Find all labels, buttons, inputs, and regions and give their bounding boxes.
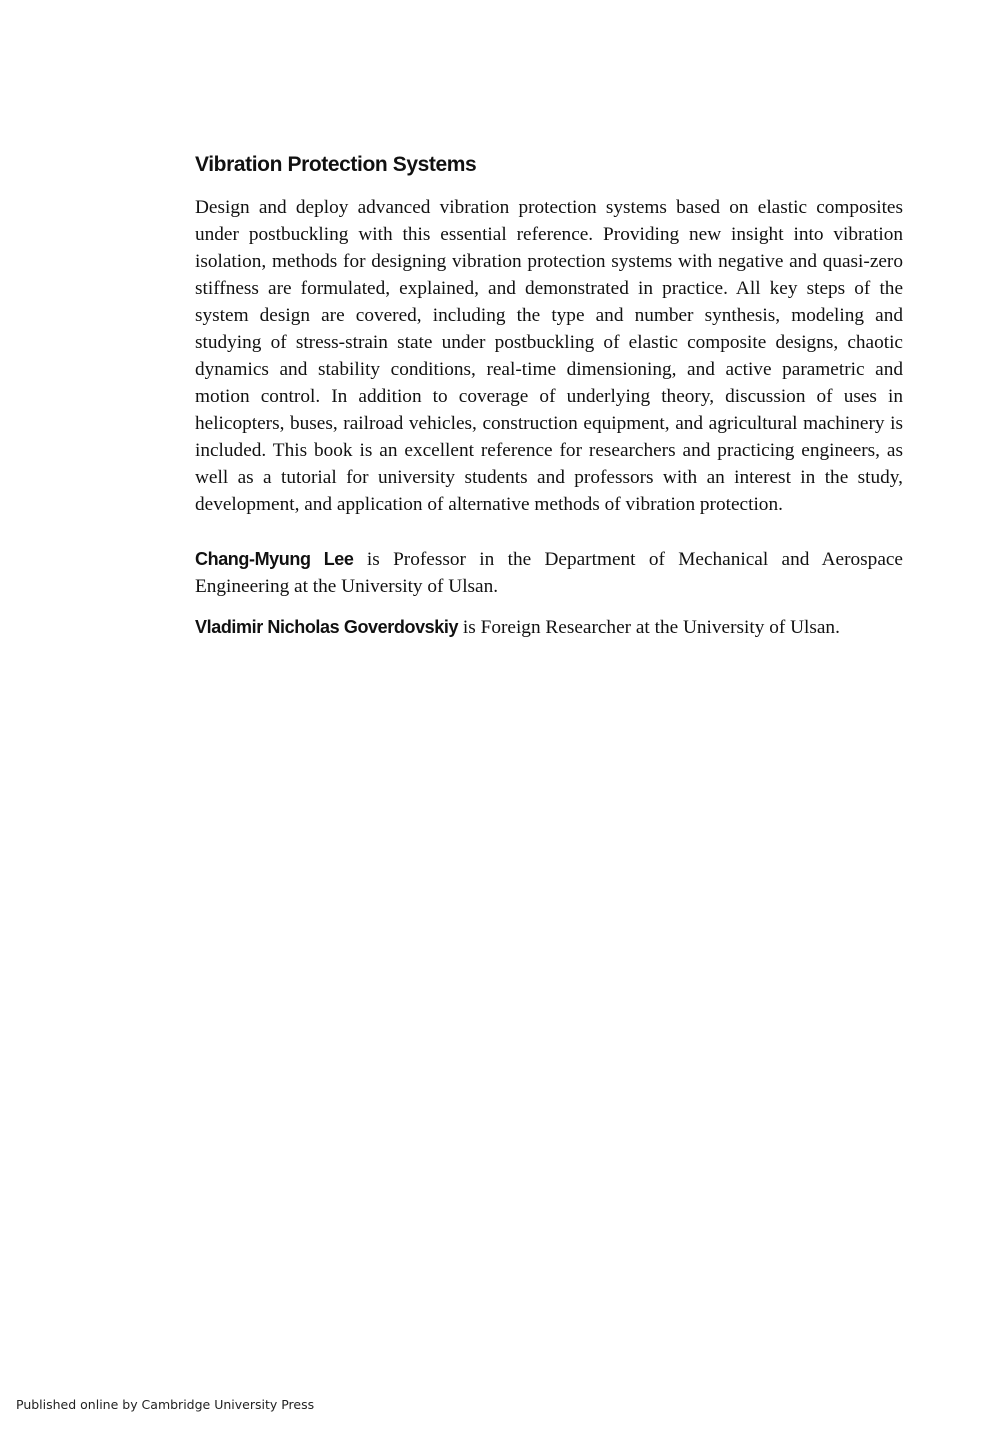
author-bio: [195, 614, 903, 641]
page-content: [195, 150, 903, 641]
author-name: Vladimir Nicholas Goverdovskiy: [195, 617, 459, 637]
publisher-footer: Published online by Cambridge University Press: [16, 1397, 315, 1412]
author-bio-text: is Foreign Researcher at the University of Ulsan.: [458, 617, 840, 638]
author-name: Chang-Myung Lee: [195, 549, 354, 569]
book-title: Vibration Protection Systems: [195, 153, 477, 176]
author-bio-text: is Professor in the Department of Mechanical and Aerospace Engineering at the University of Ulsan.: [195, 549, 903, 597]
book-description: Design and deploy advanced vibration protection systems based on elastic composites under postbuckling with this essential reference. Providing new insight into vibration isolation, methods for designing vibration protection systems with negative and quasi-zero stiffness are formulated, explained, and demonstrated in practice. All key steps of the system design are covered, including the type and number synthesis, modeling and studying of stress-strain state under postbuckling of elastic composite designs, chaotic dynamics and stability conditions, real-time dimensioning, and active parametric and motion control. In addition to coverage of underlying theory, discussion of uses in helicopters, buses, railroad vehicles, construction equipment, and agricultural machinery is included. This book is an excellent reference for researchers and practicing engineers, as well as a tutorial for university students and professors with an interest in the study, development, and application of alternative methods of vibration protection.: [195, 197, 903, 515]
author-bio: [195, 546, 903, 600]
